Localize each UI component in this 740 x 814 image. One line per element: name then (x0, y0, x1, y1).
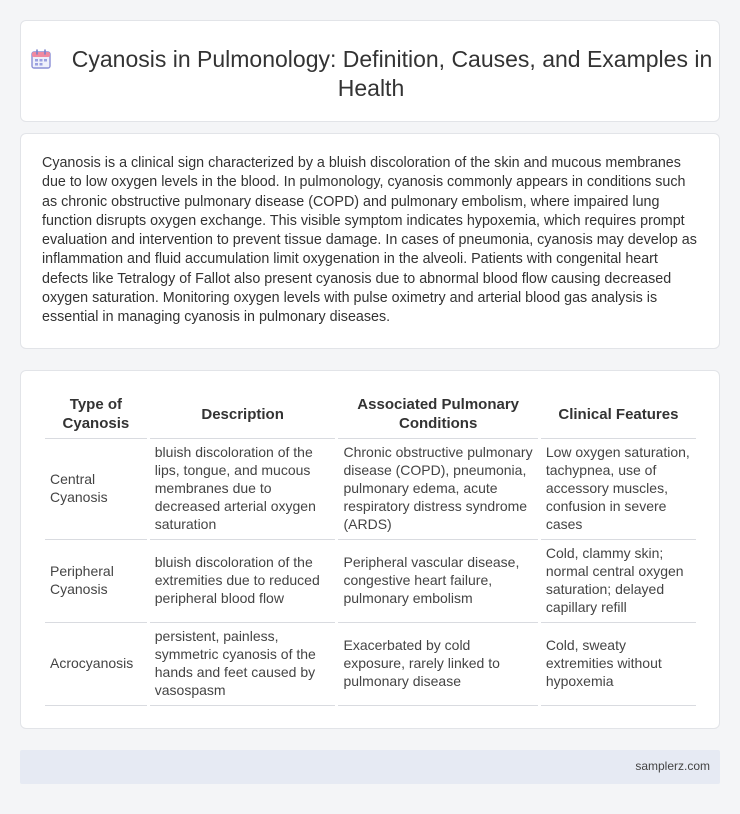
cell-type: Acrocyanosis (45, 623, 147, 706)
footer-bar (20, 750, 720, 784)
header-type: Type of Cyanosis (45, 390, 147, 439)
footer-site-link[interactable]: samplerz.com (635, 759, 710, 773)
page-title-wrap (21, 45, 721, 103)
header-features: Clinical Features (541, 390, 696, 439)
table-card (20, 370, 720, 729)
cell-description: bluish discoloration of the extremities due to reduced peripheral blood flow (150, 540, 336, 623)
calendar-icon (30, 48, 52, 70)
cell-features: Low oxygen saturation, tachypnea, use of accessory muscles, confusion in severe cases (541, 439, 696, 540)
cell-description: persistent, painless, symmetric cyanosis of the hands and feet caused by vasospasm (150, 623, 336, 706)
cyanosis-table (42, 390, 699, 706)
cell-features: Cold, sweaty extremities without hypoxemia (541, 623, 696, 706)
title-card (20, 20, 720, 122)
table-row (45, 540, 696, 623)
cell-description: bluish discoloration of the lips, tongue, and mucous membranes due to decreased arterial oxygen saturation (150, 439, 336, 540)
cell-type: Central Cyanosis (45, 439, 147, 540)
intro-paragraph: Cyanosis is a clinical sign characterized by a bluish discoloration of the skin and mucous membranes due to low oxygen levels in the blood. In pulmonology, cyanosis commonly appears in conditions such as chronic obstructive pulmonary disease (COPD) and pulmonary embolism, where impaired lung function disrupts oxygen exchange. This visible symptom indicates hypoxemia, which requires prompt evaluation and intervention to prevent tissue damage. In cases of pneumonia, cyanosis may develop as inflammation and fluid accumulation limit oxygenation in the alveoli. Patients with congenital heart defects like Tetralogy of Fallot also present cyanosis due to abnormal blood flow causing decreased oxygen saturation. Monitoring oxygen levels with pulse oximetry and arterial blood gas analysis is essential in managing cyanosis in pulmonary diseases. (42, 155, 697, 326)
header-description: Description (150, 390, 336, 439)
cell-conditions: Chronic obstructive pulmonary disease (COPD), pneumonia, pulmonary edema, acute respiratory distress syndrome (ARDS) (338, 439, 537, 540)
cell-conditions: Exacerbated by cold exposure, rarely linked to pulmonary disease (338, 623, 537, 706)
cell-type: Peripheral Cyanosis (45, 540, 147, 623)
table-header-row (45, 390, 696, 439)
intro-card (20, 133, 720, 349)
page-title: Cyanosis in Pulmonology: Definition, Causes, and Examples in Health (71, 46, 713, 101)
cell-conditions: Peripheral vascular disease, congestive heart failure, pulmonary embolism (338, 540, 537, 623)
header-conditions: Associated Pulmonary Conditions (338, 390, 537, 439)
table-row (45, 623, 696, 706)
table-row (45, 439, 696, 540)
cell-features: Cold, clammy skin; normal central oxygen saturation; delayed capillary refill (541, 540, 696, 623)
